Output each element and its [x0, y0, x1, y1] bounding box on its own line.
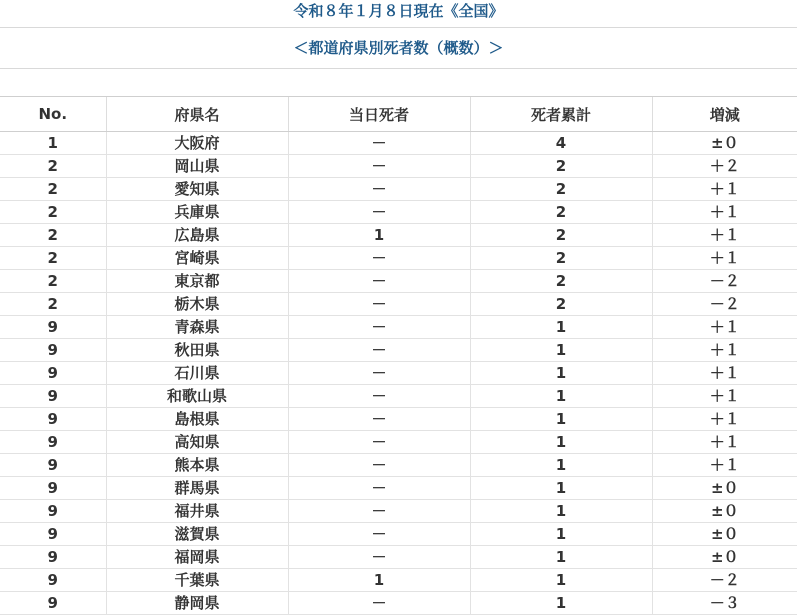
cell-deaths-total: 1 — [470, 477, 652, 500]
cell-deaths-today: － — [288, 339, 470, 362]
cell-change: ＋１ — [652, 431, 797, 454]
table-row — [0, 569, 797, 592]
cell-deaths-today: － — [288, 385, 470, 408]
cell-deaths-total: 1 — [470, 500, 652, 523]
table-row — [0, 270, 797, 293]
table-row — [0, 132, 797, 155]
cell-deaths-total: 2 — [470, 247, 652, 270]
cell-prefecture: 岡山県 — [106, 155, 288, 178]
cell-rank: 2 — [0, 293, 106, 316]
cell-prefecture: 東京都 — [106, 270, 288, 293]
cell-prefecture: 高知県 — [106, 431, 288, 454]
cell-deaths-total: 1 — [470, 569, 652, 592]
cell-deaths-total: 1 — [470, 408, 652, 431]
table-row — [0, 385, 797, 408]
cell-deaths-total: 1 — [470, 362, 652, 385]
col-header-prefecture: 府県名 — [106, 97, 288, 132]
cell-deaths-today: － — [288, 247, 470, 270]
cell-deaths-today: － — [288, 293, 470, 316]
header-row — [0, 97, 797, 132]
col-header-change: 増減 — [652, 97, 797, 132]
cell-prefecture: 島根県 — [106, 408, 288, 431]
cell-deaths-total: 2 — [470, 270, 652, 293]
cell-rank: 9 — [0, 316, 106, 339]
cell-change: ±０ — [652, 132, 797, 155]
cell-change: ＋１ — [652, 247, 797, 270]
cell-deaths-today: － — [288, 592, 470, 615]
cell-rank: 9 — [0, 569, 106, 592]
cell-rank: 2 — [0, 224, 106, 247]
cell-rank: 9 — [0, 339, 106, 362]
cell-change: ＋１ — [652, 224, 797, 247]
table-row — [0, 293, 797, 316]
table-row — [0, 178, 797, 201]
table-row — [0, 339, 797, 362]
table-row — [0, 546, 797, 569]
cell-rank: 9 — [0, 500, 106, 523]
cell-rank: 9 — [0, 408, 106, 431]
cell-deaths-total: 1 — [470, 316, 652, 339]
cell-change: －２ — [652, 270, 797, 293]
cell-change: ±０ — [652, 523, 797, 546]
cell-change: ＋１ — [652, 362, 797, 385]
cell-prefecture: 兵庫県 — [106, 201, 288, 224]
cell-rank: 2 — [0, 270, 106, 293]
cell-deaths-total: 2 — [470, 201, 652, 224]
cell-deaths-today: － — [288, 178, 470, 201]
cell-rank: 9 — [0, 362, 106, 385]
col-header-no: No. — [0, 97, 106, 132]
cell-prefecture: 熊本県 — [106, 454, 288, 477]
table-row — [0, 500, 797, 523]
cell-prefecture: 宮崎県 — [106, 247, 288, 270]
table-row — [0, 201, 797, 224]
cell-change: ±０ — [652, 500, 797, 523]
cell-change: －２ — [652, 293, 797, 316]
cell-deaths-today: － — [288, 362, 470, 385]
cell-change: ＋１ — [652, 201, 797, 224]
cell-deaths-today: － — [288, 477, 470, 500]
table-row — [0, 454, 797, 477]
table-row — [0, 362, 797, 385]
cell-deaths-total: 2 — [470, 178, 652, 201]
cell-change: ＋１ — [652, 385, 797, 408]
cell-deaths-total: 2 — [470, 155, 652, 178]
cell-deaths-total: 2 — [470, 224, 652, 247]
cell-deaths-total: 2 — [470, 293, 652, 316]
cell-change: ＋１ — [652, 454, 797, 477]
cell-change: ＋１ — [652, 339, 797, 362]
cell-change: ＋２ — [652, 155, 797, 178]
cell-prefecture: 大阪府 — [106, 132, 288, 155]
cell-prefecture: 千葉県 — [106, 569, 288, 592]
table-row — [0, 316, 797, 339]
cell-prefecture: 群馬県 — [106, 477, 288, 500]
cell-prefecture: 和歌山県 — [106, 385, 288, 408]
cell-deaths-today: － — [288, 270, 470, 293]
date-heading: 令和８年１月８日現在《全国》 — [0, 0, 797, 28]
cell-prefecture: 青森県 — [106, 316, 288, 339]
cell-prefecture: 滋賀県 — [106, 523, 288, 546]
cell-deaths-today: － — [288, 431, 470, 454]
cell-prefecture: 福岡県 — [106, 546, 288, 569]
cell-deaths-today: － — [288, 132, 470, 155]
cell-deaths-today: － — [288, 408, 470, 431]
cell-rank: 9 — [0, 454, 106, 477]
cell-deaths-total: 1 — [470, 523, 652, 546]
cell-deaths-today: － — [288, 500, 470, 523]
cell-change: ＋１ — [652, 408, 797, 431]
cell-prefecture: 静岡県 — [106, 592, 288, 615]
cell-deaths-total: 1 — [470, 339, 652, 362]
cell-change: －３ — [652, 592, 797, 615]
cell-change: ±０ — [652, 546, 797, 569]
cell-rank: 9 — [0, 592, 106, 615]
cell-deaths-today: － — [288, 454, 470, 477]
cell-deaths-today: － — [288, 201, 470, 224]
cell-rank: 2 — [0, 155, 106, 178]
cell-rank: 9 — [0, 385, 106, 408]
cell-deaths-today: － — [288, 155, 470, 178]
cell-deaths-today: － — [288, 523, 470, 546]
table-row — [0, 224, 797, 247]
cell-rank: 9 — [0, 546, 106, 569]
cell-change: －２ — [652, 569, 797, 592]
cell-prefecture: 栃木県 — [106, 293, 288, 316]
cell-prefecture: 石川県 — [106, 362, 288, 385]
prefecture-deaths-table — [0, 96, 797, 615]
cell-change: ±０ — [652, 477, 797, 500]
cell-rank: 2 — [0, 201, 106, 224]
table-row — [0, 155, 797, 178]
cell-rank: 2 — [0, 178, 106, 201]
table-row — [0, 523, 797, 546]
cell-deaths-total: 4 — [470, 132, 652, 155]
cell-deaths-total: 1 — [470, 385, 652, 408]
cell-deaths-total: 1 — [470, 546, 652, 569]
table-row — [0, 247, 797, 270]
cell-deaths-total: 1 — [470, 592, 652, 615]
table-row — [0, 477, 797, 500]
cell-deaths-today: 1 — [288, 224, 470, 247]
table-row — [0, 408, 797, 431]
cell-rank: 2 — [0, 247, 106, 270]
col-header-deaths-total: 死者累計 — [470, 97, 652, 132]
cell-change: ＋１ — [652, 316, 797, 339]
cell-deaths-today: － — [288, 546, 470, 569]
cell-rank: 9 — [0, 523, 106, 546]
cell-change: ＋１ — [652, 178, 797, 201]
cell-prefecture: 福井県 — [106, 500, 288, 523]
cell-deaths-today: 1 — [288, 569, 470, 592]
table-row — [0, 592, 797, 615]
cell-rank: 9 — [0, 431, 106, 454]
cell-rank: 1 — [0, 132, 106, 155]
table-subtitle: ＜都道府県別死者数（概数）＞ — [0, 28, 797, 69]
cell-prefecture: 広島県 — [106, 224, 288, 247]
table-row — [0, 431, 797, 454]
cell-rank: 9 — [0, 477, 106, 500]
col-header-deaths-today: 当日死者 — [288, 97, 470, 132]
cell-prefecture: 秋田県 — [106, 339, 288, 362]
cell-deaths-total: 1 — [470, 454, 652, 477]
cell-prefecture: 愛知県 — [106, 178, 288, 201]
cell-deaths-total: 1 — [470, 431, 652, 454]
cell-deaths-today: － — [288, 316, 470, 339]
